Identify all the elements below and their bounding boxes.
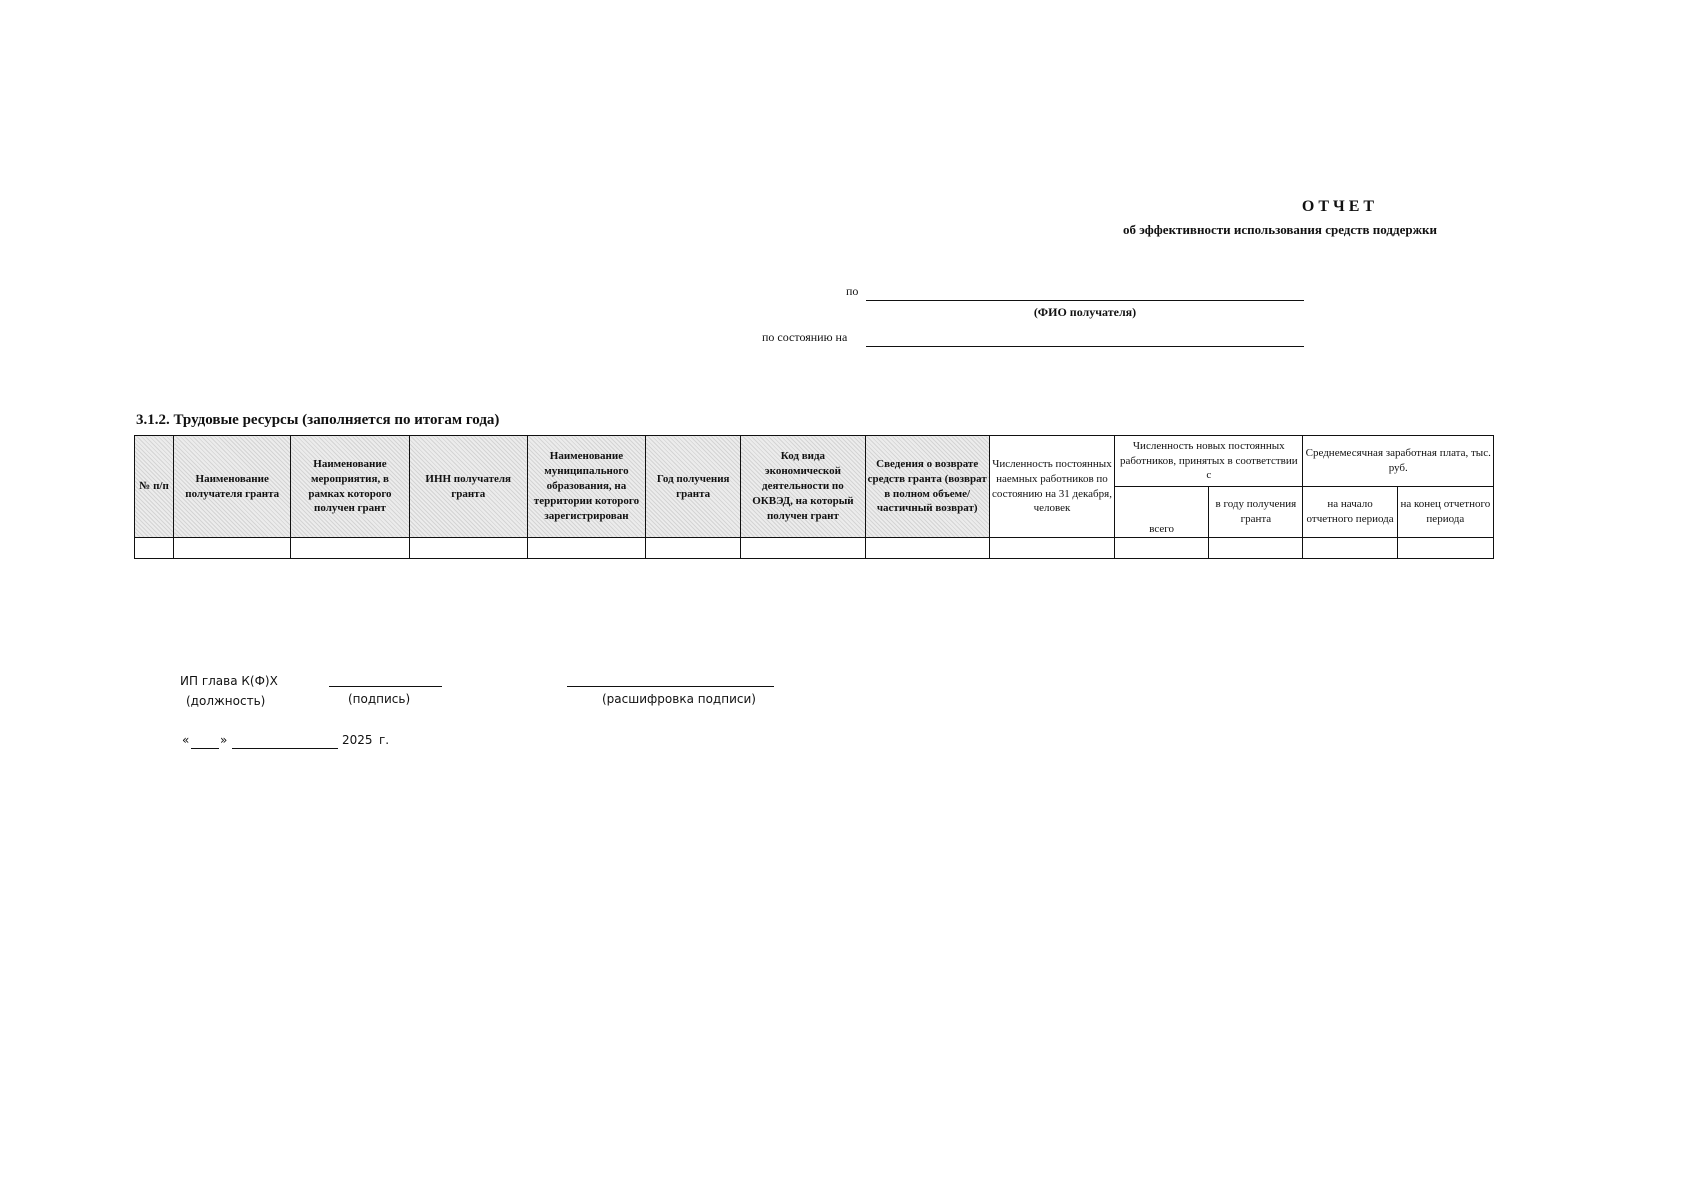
position-value: ИП глава К(Ф)Х [180, 674, 278, 688]
report-title: ОТЧЕТ [1301, 198, 1379, 215]
decode-caption: (расшифровка подписи) [602, 692, 756, 706]
date-year: 2025 [342, 733, 373, 747]
table-cell[interactable] [1397, 538, 1493, 559]
col-header-salary: Среднемесячная заработная плата, тыс. руб. [1303, 436, 1494, 487]
table-cell[interactable] [646, 538, 741, 559]
col-header-number: № п/п [135, 436, 174, 538]
signature-line[interactable] [329, 686, 442, 687]
table-cell[interactable] [1303, 538, 1397, 559]
date-quote-close: » [220, 733, 228, 747]
col-header-recipient: Наименование получателя гранта [174, 436, 291, 538]
position-caption: (должность) [186, 694, 266, 708]
po-label: по [846, 284, 859, 298]
report-subtitle: об эффективности использования средств поддержки [1123, 222, 1437, 237]
date-year-suffix: г. [379, 733, 390, 747]
date-quote-open: « [182, 733, 190, 747]
table-cell[interactable] [741, 538, 865, 559]
fio-caption: (ФИО получателя) [1033, 305, 1137, 319]
col-header-okved: Код вида экономической деятельности по ОКВЭД, на который получен грант [741, 436, 865, 538]
col-header-inn: ИНН получателя гранта [409, 436, 527, 538]
signature-caption: (подпись) [348, 692, 411, 706]
state-date-line[interactable] [866, 346, 1304, 347]
col-header-salary-end: на конец отчетного периода [1397, 487, 1493, 538]
date-day-line[interactable] [191, 748, 219, 749]
table-cell[interactable] [1209, 538, 1303, 559]
col-header-year: Год получения гранта [646, 436, 741, 538]
col-header-municipality: Наименование муниципального образования, на территории которого зарегистрирован [527, 436, 645, 538]
table-cell[interactable] [1115, 538, 1209, 559]
table-cell[interactable] [989, 538, 1114, 559]
col-header-salary-start: на начало отчетного периода [1303, 487, 1397, 538]
table-cell[interactable] [865, 538, 989, 559]
table-row [135, 538, 1494, 559]
state-date-label: по состоянию на [762, 330, 848, 344]
col-header-new-staff: Численность новых постоянных работников, принятых в соответствии с [1115, 436, 1303, 487]
labor-resources-table [134, 435, 1494, 559]
col-header-permanent-staff: Численность постоянных наемных работников по состоянию на 31 декабря, человек [989, 436, 1114, 538]
table-cell[interactable] [291, 538, 409, 559]
signature-decode-line[interactable] [567, 686, 774, 687]
col-header-new-in-year: в году получения гранта [1209, 487, 1303, 538]
date-month-line[interactable] [232, 748, 338, 749]
recipient-name-line[interactable] [866, 300, 1304, 301]
table-cell[interactable] [409, 538, 527, 559]
table-cell[interactable] [135, 538, 174, 559]
table-cell[interactable] [527, 538, 645, 559]
col-header-new-total: всего [1115, 487, 1209, 538]
col-header-return-info: Сведения о возврате средств гранта (возврат в полном объеме/частичный возврат) [865, 436, 989, 538]
section-title: 3.1.2. Трудовые ресурсы (заполняется по итогам года) [136, 412, 500, 428]
table-cell[interactable] [174, 538, 291, 559]
col-header-event: Наименование мероприятия, в рамках которого получен грант [291, 436, 409, 538]
